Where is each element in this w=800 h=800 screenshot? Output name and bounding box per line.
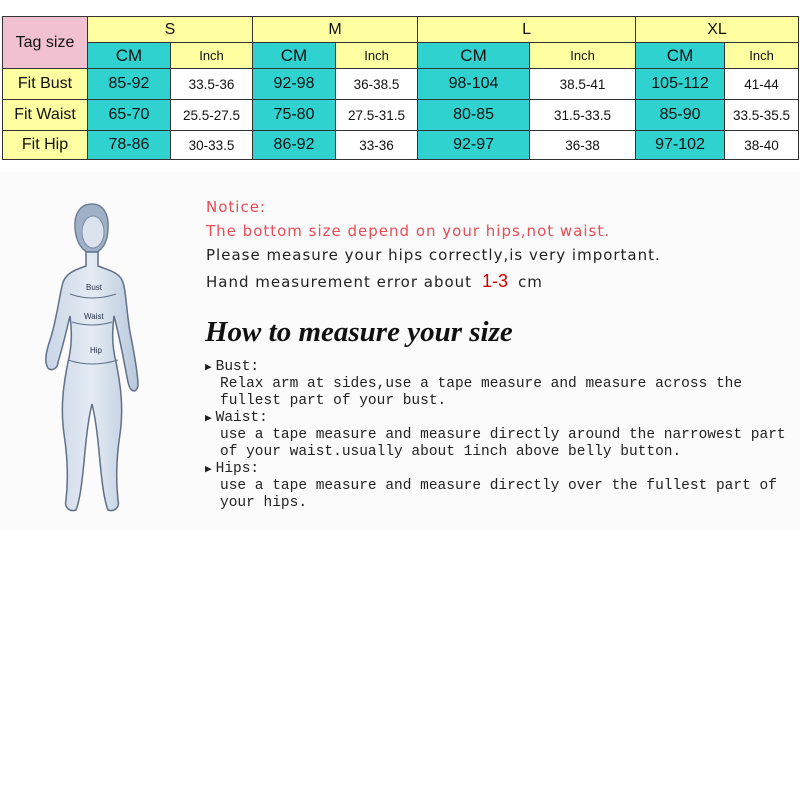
notice-title: Notice:: [206, 198, 266, 216]
hips-title-text: Hips:: [215, 461, 260, 477]
hips-line-2: your hips.: [220, 495, 308, 511]
table-row-bust: [3, 69, 799, 100]
waist-label: Waist: [84, 312, 104, 321]
waist-xl-cm: 85-90: [636, 100, 725, 131]
unit-inch-header: Inch: [725, 43, 799, 69]
bust-l-inch: 38.5-41: [530, 69, 636, 100]
bust-xl-inch: 41-44: [725, 69, 799, 100]
bust-line-1: Relax arm at sides,use a tape measure and measure across the: [220, 376, 743, 392]
waist-l-inch: 31.5-33.5: [530, 100, 636, 131]
hips-line-1: use a tape measure and measure directly over the fullest part of: [220, 478, 777, 494]
size-chart-table: [2, 16, 799, 160]
notice-measure-line: Please measure your hips correctly,is very important.: [206, 246, 661, 264]
arrow-right-icon: ▶: [205, 362, 212, 374]
bust-instruction-title: [205, 359, 259, 377]
unit-inch-header: Inch: [171, 43, 253, 69]
error-range: 1-3: [482, 271, 509, 291]
waist-instruction-text: [220, 427, 786, 461]
error-prefix: Hand measurement error about: [206, 273, 473, 291]
arrow-right-icon: ▶: [205, 464, 212, 476]
row-label-waist: Fit Waist: [3, 100, 88, 131]
error-unit: cm: [518, 273, 543, 291]
waist-instruction-title: [205, 410, 268, 428]
bust-xl-cm: 105-112: [636, 69, 725, 100]
bust-s-inch: 33.5-36: [171, 69, 253, 100]
size-header-l: L: [418, 17, 636, 43]
bust-title-text: Bust:: [215, 359, 260, 375]
hip-s-inch: 30-33.5: [171, 131, 253, 160]
size-header-m: M: [253, 17, 418, 43]
bust-label: Bust: [86, 283, 103, 292]
table-row-hip: [3, 131, 799, 160]
waist-m-cm: 75-80: [253, 100, 336, 131]
unit-inch-header: Inch: [530, 43, 636, 69]
waist-title-text: Waist:: [215, 410, 268, 426]
tag-size-header: Tag size: [3, 17, 88, 69]
hip-m-inch: 33-36: [336, 131, 418, 160]
face-shape: [82, 216, 104, 248]
waist-s-cm: 65-70: [88, 100, 171, 131]
hip-s-cm: 78-86: [88, 131, 171, 160]
guide-heading: How to measure your size: [205, 316, 513, 348]
hip-label: Hip: [90, 346, 103, 355]
hip-m-cm: 86-92: [253, 131, 336, 160]
bust-s-cm: 85-92: [88, 69, 171, 100]
waist-line-1: use a tape measure and measure directly around the narrowest part: [220, 427, 786, 443]
waist-line-2: of your waist.usually about 1inch above belly button.: [220, 444, 682, 460]
unit-cm-header: CM: [418, 43, 530, 69]
hips-instruction-title: [205, 461, 259, 479]
table-row-waist: [3, 100, 799, 131]
hips-instruction-text: [220, 478, 777, 512]
unit-cm-header: CM: [636, 43, 725, 69]
waist-m-inch: 27.5-31.5: [336, 100, 418, 131]
waist-xl-inch: 33.5-35.5: [725, 100, 799, 131]
unit-cm-header: CM: [253, 43, 336, 69]
bust-line-2: fullest part of your bust.: [220, 393, 447, 409]
unit-inch-header: Inch: [336, 43, 418, 69]
notice-hips-line: The bottom size depend on your hips,not waist.: [206, 222, 610, 240]
bust-l-cm: 98-104: [418, 69, 530, 100]
hip-l-inch: 36-38: [530, 131, 636, 160]
hip-xl-inch: 38-40: [725, 131, 799, 160]
measurement-guide-panel: [0, 172, 800, 530]
bust-m-cm: 92-98: [253, 69, 336, 100]
waist-s-inch: 25.5-27.5: [171, 100, 253, 131]
row-label-bust: Fit Bust: [3, 69, 88, 100]
hip-xl-cm: 97-102: [636, 131, 725, 160]
notice-error-line: [206, 271, 543, 292]
body-measurement-figure: [10, 182, 180, 522]
arrow-right-icon: ▶: [205, 413, 212, 425]
size-header-s: S: [88, 17, 253, 43]
row-label-hip: Fit Hip: [3, 131, 88, 160]
waist-l-cm: 80-85: [418, 100, 530, 131]
unit-cm-header: CM: [88, 43, 171, 69]
bust-m-inch: 36-38.5: [336, 69, 418, 100]
size-header-xl: XL: [636, 17, 799, 43]
bust-instruction-text: [220, 376, 742, 410]
hip-l-cm: 92-97: [418, 131, 530, 160]
